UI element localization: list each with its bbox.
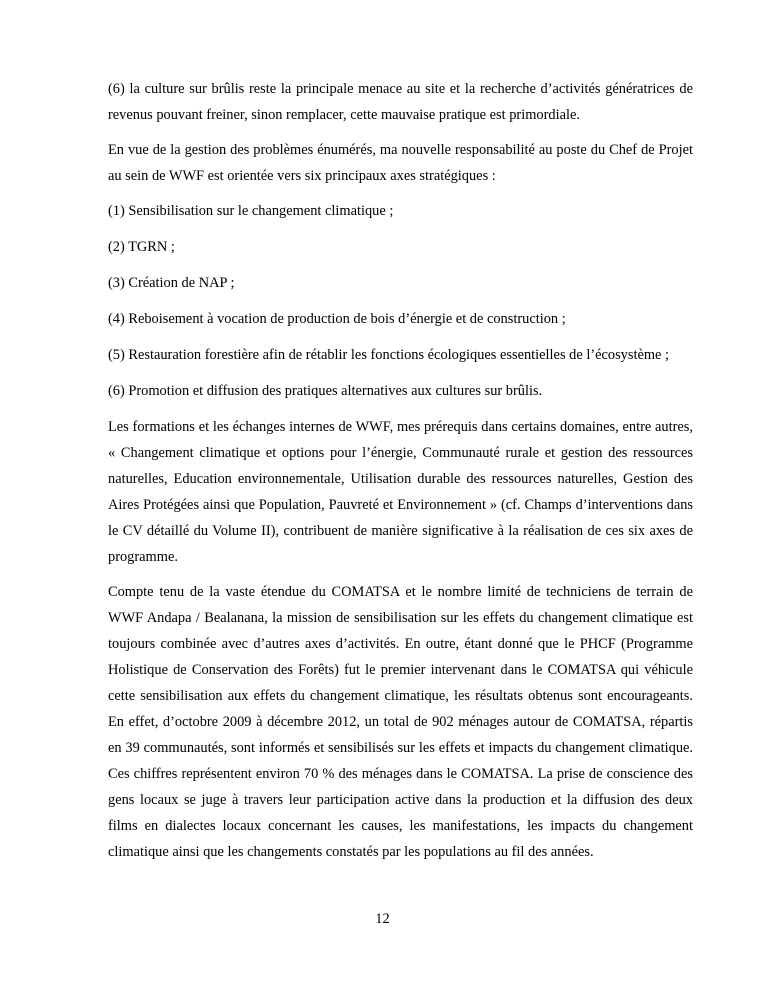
- paragraph-comatsa-awareness: Compte tenu de la vaste étendue du COMATSA et le nombre limité de techniciens de terrain de WWF Andapa / Bealanana, la mission de sensibilisation sur les effets du changement climatique est toujours combinée avec d’autres axes d’activités. En outre, étant donné que le PHCF (Programme Holistique de Conservation des Forêts) fut le premier intervenant dans le COMATSA qui véhicule cette sensibilisation aux effets du changement climatique, les résultats obtenus sont encourageants. En effet, d’octobre 2009 à décembre 2012, un total de 902 ménages autour de COMATSA, répartis en 39 communautés, sont informés et sensibilisés sur les effets et impacts du changement climatique. Ces chiffres représentent environ 70 % des ménages dans le COMATSA. La prise de conscience des gens locaux se juge à travers leur participation active dans la production et la diffusion des deux films en dialectes locaux concernant les causes, les manifestations, les impacts du changement climatique ainsi que les changements constatés par les populations au fil des années.: [108, 584, 693, 860]
- strategic-axes-list: [108, 198, 693, 404]
- page-number: 12: [375, 911, 390, 927]
- list-item: (2) TGRN ;: [108, 239, 175, 255]
- paragraph-trainings: Les formations et les échanges internes de WWF, mes prérequis dans certains domaines, entre autres, « Changement climatique et options pour l’énergie, Communauté rurale et gestion des ressources naturelles, Education environnementale, Utilisation durable des ressources naturelles, Gestion des Aires Protégées ainsi que Population, Pauvreté et Environnement » (cf. Champs d’interventions dans le CV détaillé du Volume II), contribuent de manière significative à la réalisation de ces six axes de programme.: [108, 419, 693, 565]
- list-item: (4) Reboisement à vocation de production de bois d’énergie et de construction ;: [108, 311, 566, 327]
- document-page: [108, 76, 693, 874]
- list-item: (6) Promotion et diffusion des pratiques alternatives aux cultures sur brûlis.: [108, 383, 543, 399]
- list-item: (1) Sensibilisation sur le changement climatique ;: [108, 203, 394, 219]
- list-item: (5) Restauration forestière afin de rétablir les fonctions écologiques essentielles de l’écosystème ;: [108, 347, 670, 363]
- paragraph-strategic-axes-intro: En vue de la gestion des problèmes énumérés, ma nouvelle responsabilité au poste du Chef de Projet au sein de WWF est orientée vers six principaux axes stratégiques :: [108, 142, 693, 184]
- paragraph-threat-slash-and-burn: (6) la culture sur brûlis reste la principale menace au site et la recherche d’activités génératrices de revenus pouvant freiner, sinon remplacer, cette mauvaise pratique est primordiale.: [108, 81, 693, 123]
- list-item: (3) Création de NAP ;: [108, 275, 235, 291]
